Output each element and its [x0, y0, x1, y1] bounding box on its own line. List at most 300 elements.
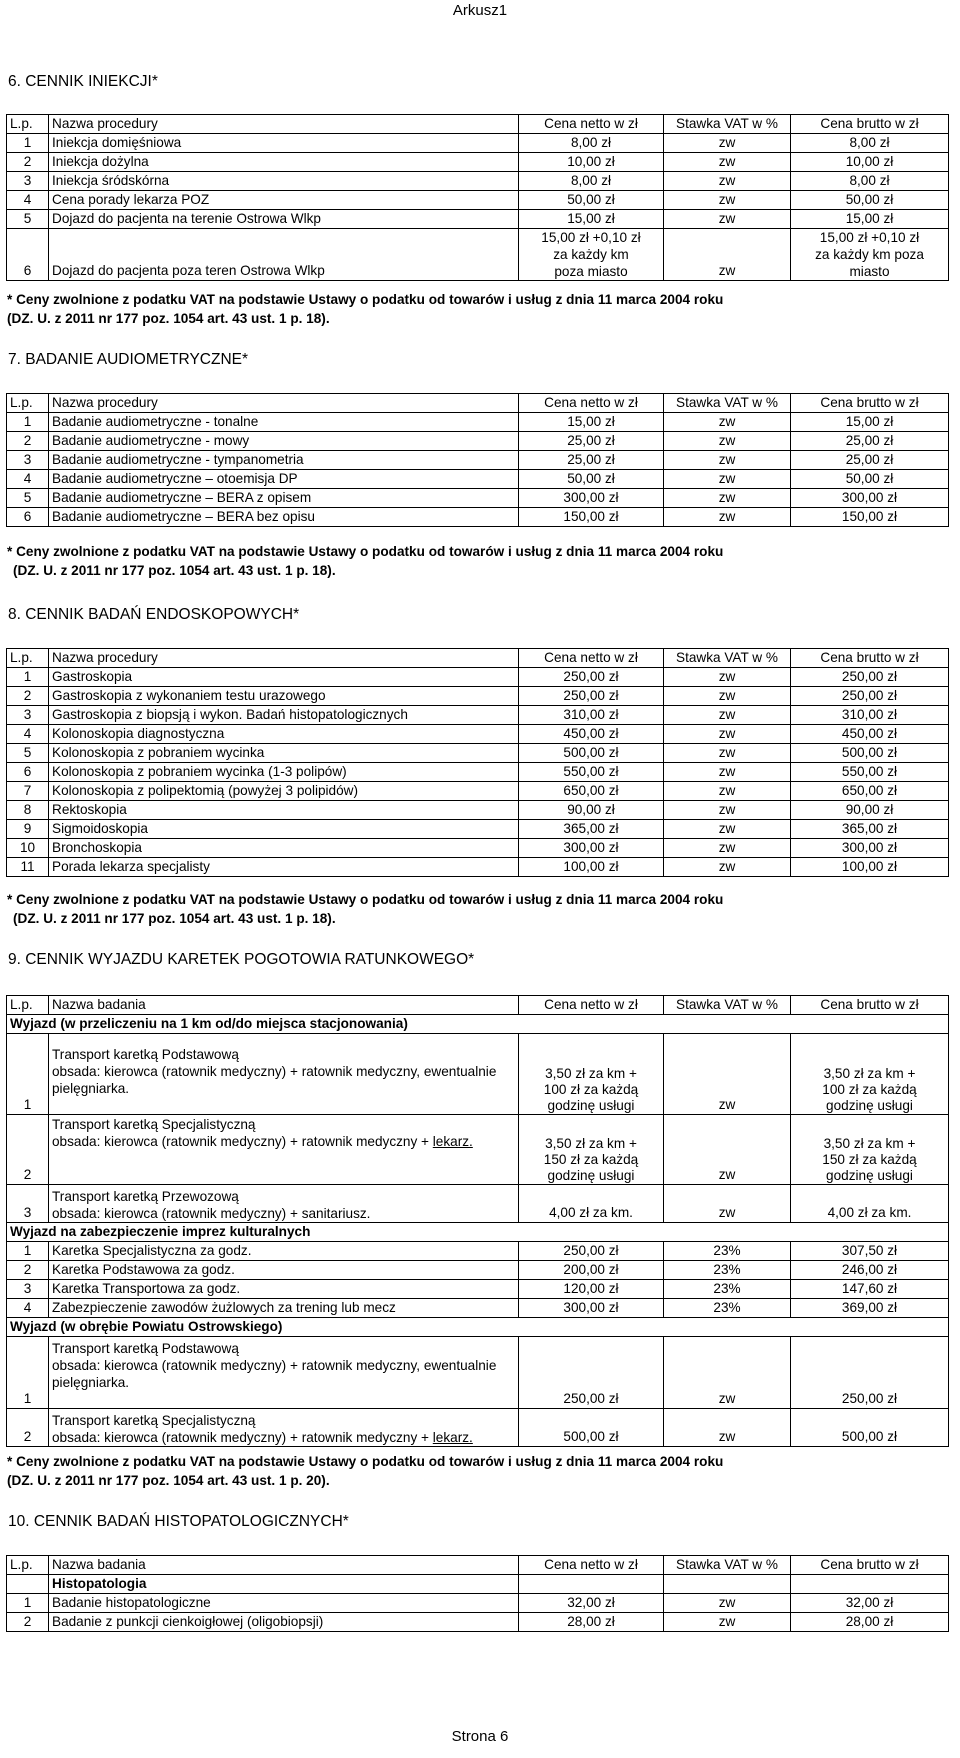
cell-netto: 300,00 zł	[519, 1299, 664, 1318]
cell-brutto: 300,00 zł	[791, 839, 949, 858]
cell-netto	[519, 1575, 664, 1594]
cell-name: Dojazd do pacjenta na terenie Ostrowa Wlkp	[49, 210, 519, 229]
cell-brutto: 550,00 zł	[791, 763, 949, 782]
table-row	[7, 1242, 949, 1261]
cell-brutto: 100,00 zł	[791, 858, 949, 877]
table-row	[7, 172, 949, 191]
cell-brutto: 250,00 zł	[791, 687, 949, 706]
cell-netto: 100,00 zł	[519, 858, 664, 877]
cell-brutto: 25,00 zł	[791, 432, 949, 451]
cell-netto: 500,00 zł	[519, 1409, 664, 1447]
cell-vat: zw	[664, 229, 791, 281]
cell-name-line: Transport karetką Podstawową	[52, 1047, 239, 1062]
cell-lp: 10	[7, 839, 49, 858]
cell-lp	[7, 1575, 49, 1594]
cell-brutto: 90,00 zł	[791, 801, 949, 820]
cell-netto: 8,00 zł	[519, 172, 664, 191]
table-row	[7, 489, 949, 508]
cell-lp: 3	[7, 451, 49, 470]
cell-brutto: 310,00 zł	[791, 706, 949, 725]
category-label: Wyjazd (w przeliczeniu na 1 km od/do miejsca stacjonowania)	[7, 1015, 949, 1034]
cell-name: Badanie audiometryczne – otoemisja DP	[49, 470, 519, 489]
endoscopy-table	[6, 648, 949, 877]
cell-netto	[519, 1115, 664, 1185]
cell-lp: 11	[7, 858, 49, 877]
cell-name-underlined: lekarz.	[432, 1134, 473, 1149]
audiometry-table	[6, 393, 949, 527]
cell-netto	[519, 1034, 664, 1115]
cell-name: Badanie audiometryczne - tympanometria	[49, 451, 519, 470]
cell-vat: zw	[664, 687, 791, 706]
header-name: Nazwa badania	[49, 996, 519, 1015]
cell-vat: 23%	[664, 1261, 791, 1280]
cell-brutto: 150,00 zł	[791, 508, 949, 527]
cell-lp: 3	[7, 706, 49, 725]
cell-netto: 25,00 zł	[519, 451, 664, 470]
header-name: Nazwa procedury	[49, 649, 519, 668]
cell-name-line: Transport karetką Specjalistyczną	[52, 1117, 256, 1132]
cell-vat: zw	[664, 706, 791, 725]
vat-note-line: * Ceny zwolnione z podatku VAT na podstawie Ustawy o podatku od towarów i usług z dnia 11 marca 2004 roku	[7, 1454, 724, 1469]
header-name: Nazwa badania	[49, 1556, 519, 1575]
table-row	[7, 451, 949, 470]
cell-vat: 23%	[664, 1280, 791, 1299]
cell-vat: zw	[664, 820, 791, 839]
vat-note	[7, 890, 947, 928]
header-vat: Stawka VAT w %	[664, 649, 791, 668]
cell-name: Badanie audiometryczne - mowy	[49, 432, 519, 451]
cell-name: Zabezpieczenie zawodów żużlowych za trening lub mecz	[49, 1299, 519, 1318]
cell-vat: zw	[664, 134, 791, 153]
header-netto: Cena netto w zł	[519, 394, 664, 413]
cell-name-line: obsada: kierowca (ratownik medyczny) + sanitariusz.	[52, 1206, 371, 1221]
cell-name-line	[52, 1133, 515, 1184]
cell-vat: zw	[664, 763, 791, 782]
cell-netto: 250,00 zł	[519, 1242, 664, 1261]
cell-name: Karetka Specjalistyczna za godz.	[49, 1242, 519, 1261]
vat-note-line: * Ceny zwolnione z podatku VAT na podstawie Ustawy o podatku od towarów i usług z dnia 11 marca 2004 roku	[7, 892, 724, 907]
cell-lp: 7	[7, 782, 49, 801]
cell-name: Badanie audiometryczne – BERA z opisem	[49, 489, 519, 508]
table-row	[7, 687, 949, 706]
cell-vat: zw	[664, 1034, 791, 1115]
table-row	[7, 1613, 949, 1632]
cell-vat: 23%	[664, 1299, 791, 1318]
cell-vat: zw	[664, 725, 791, 744]
cell-name-line: pielęgniarka.	[52, 1081, 130, 1096]
section-10-title: 10. CENNIK BADAŃ HISTOPATOLOGICZNYCH*	[8, 1513, 349, 1530]
header-vat: Stawka VAT w %	[664, 1556, 791, 1575]
cell-lp: 8	[7, 801, 49, 820]
header-name: Nazwa procedury	[49, 115, 519, 134]
cell-netto: 4,00 zł za km.	[519, 1185, 664, 1223]
cell-lp: 2	[7, 432, 49, 451]
cell-lp: 3	[7, 1280, 49, 1299]
cell-netto: 120,00 zł	[519, 1280, 664, 1299]
cell-vat: zw	[664, 413, 791, 432]
cell-netto: 450,00 zł	[519, 725, 664, 744]
category-label: Histopatologia	[49, 1575, 519, 1594]
cell-name-line	[52, 1429, 515, 1446]
cell-netto: 15,00 zł	[519, 413, 664, 432]
cell-brutto: 4,00 zł za km.	[791, 1185, 949, 1223]
cell-name: Gastroskopia z biopsją i wykon. Badań histopatologicznych	[49, 706, 519, 725]
cell-brutto: 50,00 zł	[791, 470, 949, 489]
cell-name: Iniekcja śródskórna	[49, 172, 519, 191]
cell-brutto-line: 15,00 zł +0,10 zł	[819, 230, 920, 245]
cell-name: Badanie audiometryczne - tonalne	[49, 413, 519, 432]
table-row	[7, 1261, 949, 1280]
cell-lp: 4	[7, 725, 49, 744]
cell-name: Dojazd do pacjenta poza teren Ostrowa Wlkp	[49, 229, 519, 281]
vat-note-reference: (DZ. U. z 2011 nr 177 poz. 1054 art. 43 ust. 1 p. 18).	[7, 311, 330, 326]
cell-brutto-line: 100 zł za każdą	[822, 1082, 917, 1097]
cell-vat: zw	[664, 451, 791, 470]
cell-brutto: 300,00 zł	[791, 489, 949, 508]
cell-netto: 25,00 zł	[519, 432, 664, 451]
header-netto: Cena netto w zł	[519, 115, 664, 134]
header-lp: L.p.	[7, 996, 49, 1015]
header-netto: Cena netto w zł	[519, 996, 664, 1015]
table-header-row	[7, 1556, 949, 1575]
cell-vat: zw	[664, 744, 791, 763]
cell-vat: zw	[664, 432, 791, 451]
category-label: Wyjazd (w obrębie Powiatu Ostrowskiego)	[7, 1318, 949, 1337]
cell-name	[49, 1409, 519, 1447]
cell-name-underlined: lekarz.	[432, 1430, 473, 1445]
header-brutto: Cena brutto w zł	[791, 394, 949, 413]
cell-brutto: 8,00 zł	[791, 134, 949, 153]
page-footer: Strona 6	[451, 1728, 509, 1745]
header-name: Nazwa procedury	[49, 394, 519, 413]
cell-brutto-line: miasto	[849, 264, 890, 279]
category-row	[7, 1318, 949, 1337]
cell-netto-line: godzinę usługi	[547, 1168, 635, 1183]
table-row	[7, 668, 949, 687]
cell-vat: zw	[664, 782, 791, 801]
cell-netto-line: poza miasto	[554, 264, 628, 279]
vat-note-line: * Ceny zwolnione z podatku VAT na podstawie Ustawy o podatku od towarów i usług z dnia 11 marca 2004 roku	[7, 292, 724, 307]
table-row	[7, 1034, 949, 1115]
category-row	[7, 1223, 949, 1242]
table-row	[7, 744, 949, 763]
cell-vat: zw	[664, 210, 791, 229]
cell-name-line: Transport karetką Przewozową	[52, 1189, 239, 1204]
vat-note-reference: (DZ. U. z 2011 nr 177 poz. 1054 art. 43 ust. 1 p. 18).	[13, 911, 336, 926]
cell-vat: zw	[664, 1185, 791, 1223]
cell-lp: 1	[7, 1337, 49, 1409]
header-vat: Stawka VAT w %	[664, 115, 791, 134]
cell-lp: 1	[7, 134, 49, 153]
cell-name: Kolonoskopia z pobraniem wycinka (1-3 polipów)	[49, 763, 519, 782]
cell-lp: 6	[7, 763, 49, 782]
cell-lp: 9	[7, 820, 49, 839]
cell-netto: 50,00 zł	[519, 470, 664, 489]
vat-note-line: * Ceny zwolnione z podatku VAT na podstawie Ustawy o podatku od towarów i usług z dnia 11 marca 2004 roku	[7, 544, 724, 559]
cell-netto-line: 3,50 zł za km +	[545, 1066, 637, 1081]
cell-name-line: pielęgniarka.	[52, 1375, 130, 1390]
cell-lp: 5	[7, 744, 49, 763]
cell-brutto	[791, 1115, 949, 1185]
table-header-row	[7, 394, 949, 413]
header-vat: Stawka VAT w %	[664, 996, 791, 1015]
table-row	[7, 801, 949, 820]
cell-name: Cena porady lekarza POZ	[49, 191, 519, 210]
cell-brutto: 450,00 zł	[791, 725, 949, 744]
cell-lp: 3	[7, 172, 49, 191]
cell-brutto: 10,00 zł	[791, 153, 949, 172]
cell-lp: 1	[7, 1594, 49, 1613]
cell-name: Iniekcja dożylna	[49, 153, 519, 172]
cell-brutto: 8,00 zł	[791, 172, 949, 191]
cell-brutto: 147,60 zł	[791, 1280, 949, 1299]
cell-lp: 2	[7, 1261, 49, 1280]
cell-vat: zw	[664, 1613, 791, 1632]
table-row	[7, 432, 949, 451]
table-row	[7, 508, 949, 527]
cell-brutto: 32,00 zł	[791, 1594, 949, 1613]
table-row	[7, 1337, 949, 1409]
cell-netto: 250,00 zł	[519, 1337, 664, 1409]
cell-name: Gastroskopia	[49, 668, 519, 687]
table-row	[7, 1115, 949, 1185]
cell-netto: 90,00 zł	[519, 801, 664, 820]
cell-brutto-line: godzinę usługi	[826, 1098, 913, 1113]
cell-brutto: 500,00 zł	[791, 1409, 949, 1447]
cell-netto: 10,00 zł	[519, 153, 664, 172]
cell-name: Karetka Transportowa za godz.	[49, 1280, 519, 1299]
cell-brutto: 25,00 zł	[791, 451, 949, 470]
cell-brutto: 246,00 zł	[791, 1261, 949, 1280]
cell-netto: 300,00 zł	[519, 839, 664, 858]
cell-name: Bronchoskopia	[49, 839, 519, 858]
vat-note-reference: (DZ. U. z 2011 nr 177 poz. 1054 art. 43 ust. 1 p. 18).	[13, 563, 336, 578]
category-row	[7, 1015, 949, 1034]
cell-name: Badanie histopatologiczne	[49, 1594, 519, 1613]
cell-brutto	[791, 229, 949, 281]
cell-name	[49, 1115, 519, 1185]
header-lp: L.p.	[7, 115, 49, 134]
cell-vat: zw	[664, 1594, 791, 1613]
cell-vat: zw	[664, 172, 791, 191]
cell-vat: zw	[664, 1337, 791, 1409]
cell-netto: 32,00 zł	[519, 1594, 664, 1613]
cell-brutto	[791, 1575, 949, 1594]
cell-netto: 15,00 zł	[519, 210, 664, 229]
cell-netto: 310,00 zł	[519, 706, 664, 725]
cell-netto-line: 100 zł za każdą	[543, 1082, 639, 1097]
section-8-title: 8. CENNIK BADAŃ ENDOSKOPOWYCH*	[8, 606, 300, 623]
cell-netto	[519, 229, 664, 281]
ambulance-table	[6, 995, 949, 1447]
vat-note	[7, 290, 947, 328]
cell-vat: zw	[664, 153, 791, 172]
vat-note	[7, 542, 947, 580]
cell-name	[49, 1337, 519, 1409]
cell-name: Kolonoskopia z polipektomią (powyżej 3 polipidów)	[49, 782, 519, 801]
cell-lp: 2	[7, 1613, 49, 1632]
cell-vat: zw	[664, 801, 791, 820]
header-vat: Stawka VAT w %	[664, 394, 791, 413]
cell-vat: zw	[664, 1115, 791, 1185]
table-header-row	[7, 996, 949, 1015]
category-label: Wyjazd na zabezpieczenie imprez kulturalnych	[7, 1223, 949, 1242]
table-row	[7, 1299, 949, 1318]
cell-netto-line: 15,00 zł +0,10 zł	[541, 230, 641, 245]
cell-lp: 2	[7, 1115, 49, 1185]
header-netto: Cena netto w zł	[519, 649, 664, 668]
cell-lp: 4	[7, 191, 49, 210]
cell-lp: 2	[7, 687, 49, 706]
cell-brutto: 250,00 zł	[791, 1337, 949, 1409]
cell-name: Iniekcja domięśniowa	[49, 134, 519, 153]
vat-note	[7, 1452, 947, 1490]
header-lp: L.p.	[7, 1556, 49, 1575]
cell-netto: 550,00 zł	[519, 763, 664, 782]
cell-name-line: Transport karetką Podstawową	[52, 1341, 239, 1356]
cell-netto-line: godzinę usługi	[547, 1098, 635, 1113]
table-row	[7, 153, 949, 172]
cell-netto: 150,00 zł	[519, 508, 664, 527]
cell-vat: zw	[664, 858, 791, 877]
header-brutto: Cena brutto w zł	[791, 996, 949, 1015]
cell-netto: 8,00 zł	[519, 134, 664, 153]
cell-brutto: 28,00 zł	[791, 1613, 949, 1632]
cell-netto: 500,00 zł	[519, 744, 664, 763]
table-header-row	[7, 649, 949, 668]
cell-name-line: obsada: kierowca (ratownik medyczny) + ratownik medyczny, ewentualnie	[52, 1064, 497, 1079]
header-brutto: Cena brutto w zł	[791, 115, 949, 134]
cell-vat: zw	[664, 470, 791, 489]
cell-brutto-line: 3,50 zł za km +	[823, 1136, 916, 1151]
category-row	[7, 1575, 949, 1594]
cell-vat: zw	[664, 1409, 791, 1447]
table-row	[7, 229, 949, 281]
table-row	[7, 858, 949, 877]
table-row	[7, 470, 949, 489]
table-row	[7, 1409, 949, 1447]
section-6-title: 6. CENNIK INIEKCJI*	[8, 73, 158, 90]
sheet-title: Arkusz1	[452, 2, 508, 19]
cell-brutto-line: 3,50 zł za km +	[823, 1066, 916, 1081]
cell-name: Badanie audiometryczne – BERA bez opisu	[49, 508, 519, 527]
table-row	[7, 1185, 949, 1223]
cell-netto: 650,00 zł	[519, 782, 664, 801]
table-row	[7, 1280, 949, 1299]
cell-brutto: 650,00 zł	[791, 782, 949, 801]
cell-name: Karetka Podstawowa za godz.	[49, 1261, 519, 1280]
cell-lp: 1	[7, 1242, 49, 1261]
cell-netto: 28,00 zł	[519, 1613, 664, 1632]
table-row	[7, 413, 949, 432]
cell-vat: zw	[664, 668, 791, 687]
header-brutto: Cena brutto w zł	[791, 1556, 949, 1575]
cell-name: Gastroskopia z wykonaniem testu urazowego	[49, 687, 519, 706]
cell-vat: 23%	[664, 1242, 791, 1261]
table-row	[7, 782, 949, 801]
table-row	[7, 763, 949, 782]
cell-netto: 365,00 zł	[519, 820, 664, 839]
cell-brutto: 369,00 zł	[791, 1299, 949, 1318]
table-header-row	[7, 115, 949, 134]
header-brutto: Cena brutto w zł	[791, 649, 949, 668]
table-row	[7, 820, 949, 839]
cell-name: Rektoskopia	[49, 801, 519, 820]
cell-brutto: 15,00 zł	[791, 413, 949, 432]
cell-brutto: 50,00 zł	[791, 191, 949, 210]
cell-netto-line: 3,50 zł za km +	[545, 1136, 637, 1151]
cell-brutto-line: godzinę usługi	[826, 1168, 913, 1183]
cell-brutto: 500,00 zł	[791, 744, 949, 763]
cell-lp: 1	[7, 413, 49, 432]
cell-name: Sigmoidoskopia	[49, 820, 519, 839]
header-lp: L.p.	[7, 649, 49, 668]
table-row	[7, 191, 949, 210]
section-9-title: 9. CENNIK WYJAZDU KARETEK POGOTOWIA RATUNKOWEGO*	[8, 951, 475, 968]
vat-note-reference: (DZ. U. z 2011 nr 177 poz. 1054 art. 43 ust. 1 p. 20).	[7, 1473, 330, 1488]
cell-lp: 2	[7, 153, 49, 172]
table-row	[7, 134, 949, 153]
cell-vat: zw	[664, 508, 791, 527]
cell-brutto: 15,00 zł	[791, 210, 949, 229]
table-row	[7, 725, 949, 744]
cell-lp: 1	[7, 1034, 49, 1115]
cell-brutto: 250,00 zł	[791, 668, 949, 687]
cell-netto: 250,00 zł	[519, 668, 664, 687]
cell-netto-line: 150 zł za każdą	[543, 1152, 639, 1167]
cell-name-text: obsada: kierowca (ratownik medyczny) + ratownik medyczny +	[52, 1430, 433, 1445]
cell-brutto-line: 150 zł za każdą	[822, 1152, 917, 1167]
injections-table	[6, 114, 949, 281]
cell-name-text: obsada: kierowca (ratownik medyczny) + ratownik medyczny +	[52, 1134, 433, 1149]
cell-vat: zw	[664, 839, 791, 858]
cell-lp: 3	[7, 1185, 49, 1223]
cell-lp: 4	[7, 1299, 49, 1318]
cell-name: Porada lekarza specjalisty	[49, 858, 519, 877]
header-netto: Cena netto w zł	[519, 1556, 664, 1575]
cell-name-line: obsada: kierowca (ratownik medyczny) + ratownik medyczny, ewentualnie	[52, 1358, 497, 1373]
table-row	[7, 706, 949, 725]
cell-name: Kolonoskopia z pobraniem wycinka	[49, 744, 519, 763]
cell-brutto	[791, 1034, 949, 1115]
table-row	[7, 839, 949, 858]
header-lp: L.p.	[7, 394, 49, 413]
cell-lp: 5	[7, 210, 49, 229]
cell-vat: zw	[664, 489, 791, 508]
cell-name: Badanie z punkcji cienkoigłowej (oligobiopsji)	[49, 1613, 519, 1632]
cell-netto: 50,00 zł	[519, 191, 664, 210]
cell-brutto-line: za każdy km poza	[815, 247, 924, 262]
cell-netto: 200,00 zł	[519, 1261, 664, 1280]
cell-netto: 300,00 zł	[519, 489, 664, 508]
cell-name: Kolonoskopia diagnostyczna	[49, 725, 519, 744]
cell-lp: 6	[7, 508, 49, 527]
section-7-title: 7. BADANIE AUDIOMETRYCZNE*	[8, 351, 249, 368]
table-row	[7, 210, 949, 229]
cell-name	[49, 1185, 519, 1223]
cell-brutto: 307,50 zł	[791, 1242, 949, 1261]
cell-name	[49, 1034, 519, 1115]
cell-netto: 250,00 zł	[519, 687, 664, 706]
cell-lp: 5	[7, 489, 49, 508]
cell-vat: zw	[664, 191, 791, 210]
table-row	[7, 1594, 949, 1613]
cell-lp: 6	[7, 229, 49, 281]
cell-lp: 2	[7, 1409, 49, 1447]
cell-netto-line: za każdy km	[553, 247, 629, 262]
cell-lp: 4	[7, 470, 49, 489]
cell-lp: 1	[7, 668, 49, 687]
